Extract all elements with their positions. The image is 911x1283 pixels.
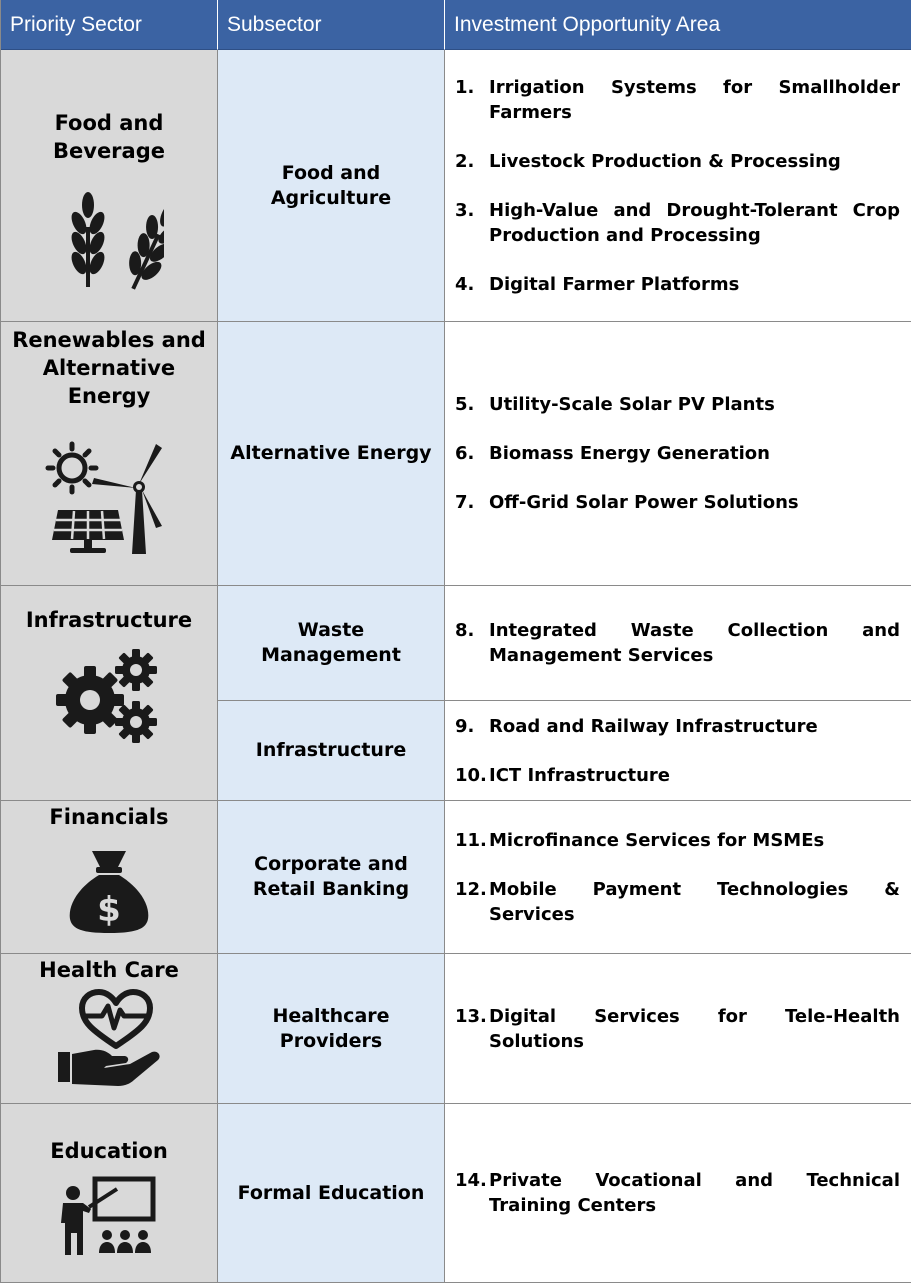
sector-cell-infrastructure (1, 586, 218, 801)
investment-cell-education (445, 1104, 911, 1283)
header-subsector: Subsector (218, 0, 445, 50)
list-item: 4. Digital Farmer Platforms (455, 273, 740, 295)
sector-cell-education (1, 1104, 218, 1283)
list-item: 3. High-Value and Drought-Tolerant Crop Production and Processing (455, 199, 900, 246)
list-item: 14. Private Vocational and Technical Training Centers (455, 1170, 900, 1216)
list-item: 6. Biomass Energy Generation (455, 443, 770, 464)
investment-cell-food-agriculture (445, 50, 911, 322)
investment-cell-infrastructure (445, 701, 911, 801)
heart-hand-icon (54, 988, 164, 1088)
sector-title: Renewables and Alternative Energy (12, 328, 206, 408)
list-item: 9. Road and Railway Infrastructure (455, 715, 818, 737)
sector-cell-financials (1, 801, 218, 954)
sector-title: Financials (49, 805, 169, 829)
subsector-corporate-retail-banking: Corporate and Retail Banking (218, 801, 445, 954)
list-item: 1. Irrigation Systems for Smallholder Farmers (455, 76, 900, 123)
subsector-food-agriculture: Food and Agriculture (218, 50, 445, 322)
sector-title: Infrastructure (25, 608, 193, 632)
investment-cell-banking (445, 801, 911, 954)
header-investment-area: Investment Opportunity Area (445, 0, 911, 50)
sector-title: Education (50, 1139, 168, 1163)
subsector-waste-management: Waste Management (218, 586, 445, 701)
list-item: 8. Integrated Waste Collection and Management Services (455, 620, 900, 666)
header-priority-sector: Priority Sector (1, 0, 218, 50)
sector-cell-renewables (1, 322, 218, 586)
subsector-healthcare-providers: Healthcare Providers (218, 954, 445, 1104)
sector-cell-food-beverage (1, 50, 218, 322)
sector-cell-health-care (1, 954, 218, 1104)
subsector-alternative-energy: Alternative Energy (218, 322, 445, 586)
investment-cell-alternative-energy (445, 322, 911, 586)
wheat-icon (54, 187, 164, 297)
list-item: 5. Utility-Scale Solar PV Plants (455, 394, 775, 415)
list-item: 13. Digital Services for Tele-Health Solutions (455, 1005, 900, 1052)
list-item: 11. Microfinance Services for MSMEs (455, 829, 825, 851)
list-item: 10. ICT Infrastructure (455, 764, 671, 786)
subsector-infrastructure: Infrastructure (218, 701, 445, 801)
list-item: 12. Mobile Payment Technologies & Services (455, 878, 900, 925)
gears-icon (54, 648, 164, 748)
subsector-formal-education: Formal Education (218, 1104, 445, 1283)
solar-wind-energy-icon (44, 440, 174, 560)
list-item: 7. Off-Grid Solar Power Solutions (455, 492, 799, 513)
list-item: 2. Livestock Production & Processing (455, 150, 841, 172)
investment-cell-waste-management (445, 586, 911, 701)
money-bag-icon (64, 845, 154, 935)
sector-title: Health Care (39, 958, 179, 982)
sector-title: Food and Beverage (53, 111, 165, 163)
investment-cell-healthcare (445, 954, 911, 1104)
teacher-board-icon (59, 1173, 159, 1259)
svg-text:$: $ (97, 890, 121, 930)
